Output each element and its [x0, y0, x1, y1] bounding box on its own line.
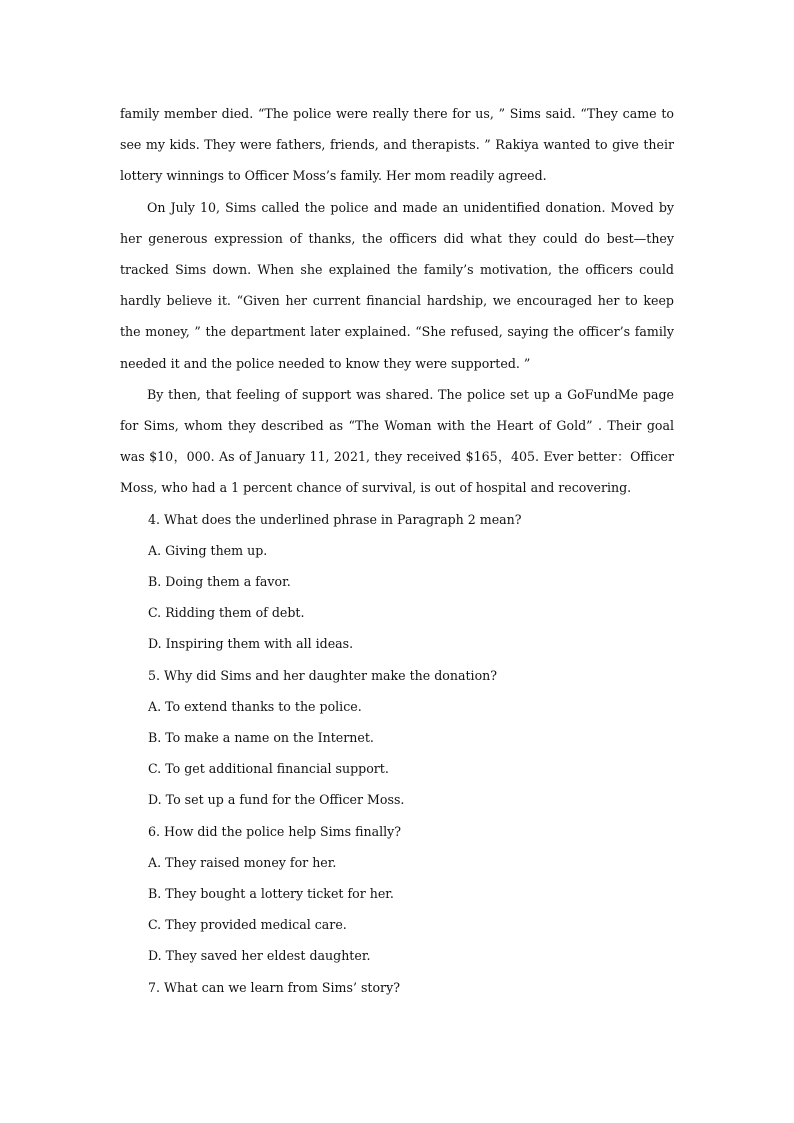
- answer-option: C. They provided medical care.: [148, 917, 347, 933]
- answer-option: D. They saved her eldest daughter.: [148, 948, 371, 964]
- question-stem: 5. Why did Sims and her daughter make the donation?: [148, 667, 498, 683]
- question-stem: 7. What can we learn from Sims’ story?: [148, 979, 400, 995]
- answer-option: A. Giving them up.: [148, 542, 268, 558]
- answer-option: A. To extend thanks to the police.: [148, 698, 362, 714]
- answer-option: B. Doing them a favor.: [148, 574, 291, 590]
- answer-option: B. To make a name on the Internet.: [148, 730, 374, 746]
- passage-paragraph: family member died. “The police were really there for us, ” Sims said. “They came to see my kids. They were fathers, friends, and therapists. ” Rakiya wanted to give their lottery winnings to Officer Moss’s family. Her mom readily agreed.: [120, 106, 674, 184]
- answer-option: C. To get additional financial support.: [148, 761, 389, 777]
- question-stem: 4. What does the underlined phrase in Paragraph 2 mean?: [148, 511, 522, 527]
- passage-paragraph: By then, that feeling of support was shared. The police set up a GoFundMe page for Sims, whom they described as “The Woman with the Heart of Gold” . Their goal was $10，000. As of January 11, 2021, they received $165，405. Ever better：Officer Moss, who had a 1 percent chance of survival, is out of hospital and recovering.: [120, 386, 674, 496]
- question-6: [120, 816, 674, 972]
- answer-option: D. Inspiring them with all ideas.: [148, 636, 354, 652]
- answer-option: C. Ridding them of debt.: [148, 605, 305, 621]
- document-body: [120, 98, 674, 1003]
- question-4: [120, 504, 674, 660]
- question-stem: 6. How did the police help Sims finally?: [148, 823, 402, 839]
- passage-paragraph: On July 10, Sims called the police and made an unidentified donation. Moved by her generous expression of thanks, the officers did what they could do best—they tracked Sims down. When she explained the family’s motivation, the officers could hardly believe it. “Given her current financial hardship, we encouraged her to keep the money, ” the department later explained. “She refused, saying the officer’s family needed it and the police needed to know they were supported. ”: [120, 199, 674, 371]
- answer-option: B. They bought a lottery ticket for her.: [148, 886, 394, 902]
- answer-option: D. To set up a fund for the Officer Moss.: [148, 792, 405, 808]
- answer-option: A. They raised money for her.: [148, 854, 337, 870]
- question-5: [120, 660, 674, 816]
- question-7: [120, 972, 674, 1003]
